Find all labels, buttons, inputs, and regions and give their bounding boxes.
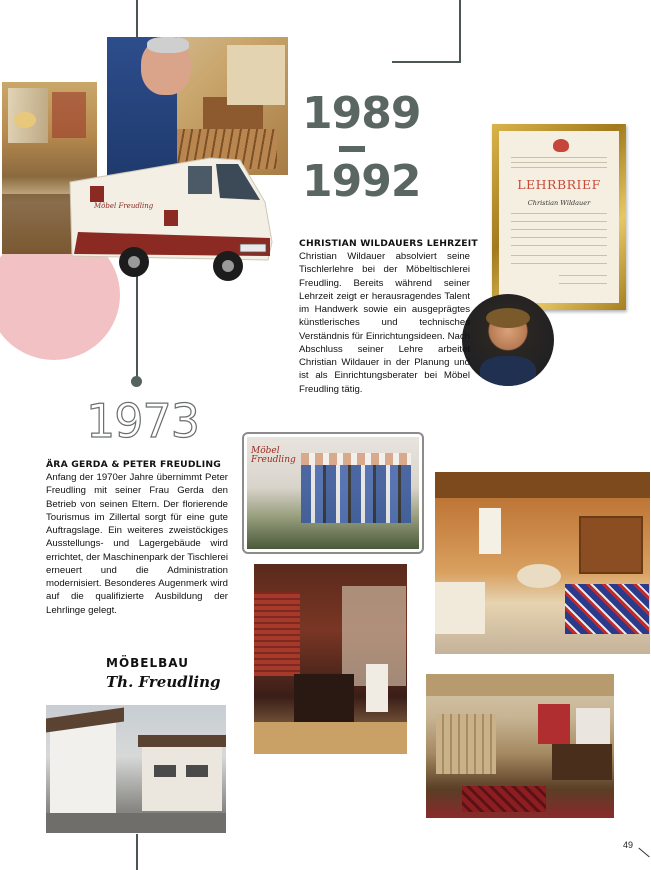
photo-portrait-christian — [462, 294, 554, 386]
eagle-emblem-icon — [553, 139, 569, 152]
year-1973: 1973 — [86, 394, 200, 448]
text-aera: Anfang der 1970er Jahre übernimmt Peter Freudling mit seiner Frau Gerda den Betrieb von seinen Eltern. Der florierende Tourismus im Zillertal sorgt für eine gute Auftragslage. Ein weiteres zweistöckiges Ausstellungs- und Lagergebäude wird errichtet, der Maschinenpark der Tischlerei erneuert und die Administration modernisiert. Besonderes Augenmerk wird auf die qualifizierte Ausbildung der Lehrlinge gelegt. — [46, 472, 228, 616]
photo-staff-group — [242, 432, 424, 554]
heading-aera: ÄRA GERDA & PETER FREUDLING — [46, 459, 221, 470]
year-dash — [339, 146, 365, 152]
logo-moebelbau: MÖBELBAU — [106, 656, 189, 670]
photo-dining-room — [426, 674, 614, 818]
photo-stube-interior — [435, 472, 650, 654]
certificate-name: Christian Wildauer — [527, 199, 591, 207]
photo-delivery-van — [60, 152, 276, 286]
year-start: 1989 — [302, 88, 421, 139]
certificate-title: LEHRBRIEF — [517, 177, 601, 192]
corner-line-vertical — [459, 0, 461, 62]
page-number: 49 — [622, 840, 633, 850]
timeline-line-bottom — [136, 834, 138, 870]
heading-lehrzeit: CHRISTIAN WILDAUERS LEHRZEIT — [299, 238, 478, 249]
logo-freudling-script: Th. Freudling — [106, 673, 221, 691]
photo-building — [46, 705, 226, 833]
photo-living-room — [254, 564, 407, 754]
certificate-paper — [499, 131, 619, 303]
page-corner-mark — [638, 848, 649, 858]
van-lettering: Möbel Freudling — [94, 202, 154, 210]
corner-line-horizontal — [392, 61, 461, 63]
timeline-dot — [131, 376, 142, 387]
year-end: 1992 — [302, 156, 421, 207]
text-lehrzeit: Christian Wildauer absolviert seine Tischlerlehre bei der Möbeltischlerei Freudling. Bereits während seiner Lehrzeit zeigt er herausragendes Talent im Handwerk sowie ein ausgeprägtes künstlerisches und technisches Verständnis für Einrichtungsideen. Nach Abschluss seiner Lehre arbeitet Christian Wildauer in der Planung und ist als Einrichtungsberater bei Möbel Freudling tätig. — [299, 251, 470, 395]
timeline-line-top — [136, 0, 138, 40]
certificate-frame — [492, 124, 626, 310]
sign-moebel-freudling: Möbel Freudling — [251, 446, 296, 465]
